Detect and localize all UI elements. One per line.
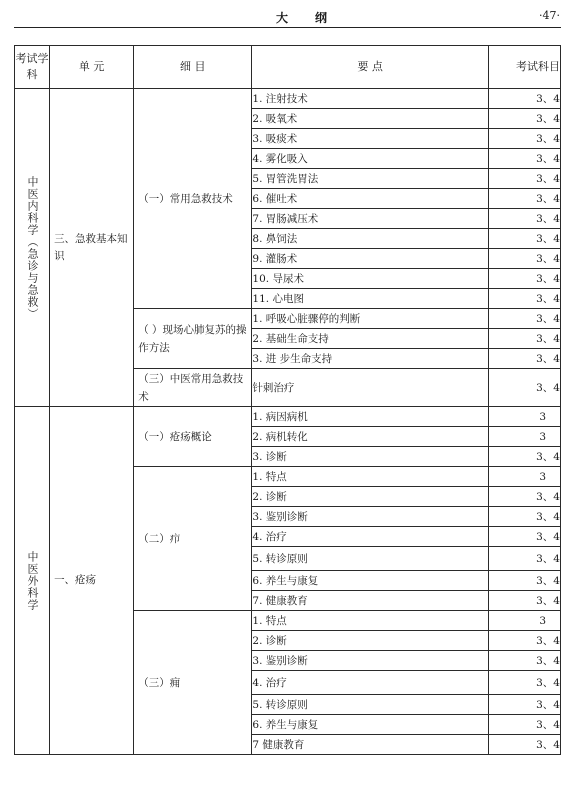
- point-text: 10. 导尿术: [252, 269, 488, 289]
- detail-cell: [134, 369, 252, 407]
- detail-cell: [134, 407, 252, 467]
- exam-level: 3、4: [488, 329, 560, 349]
- col-header-subject: 考试学科: [15, 46, 50, 89]
- detail-label: （二）疖: [138, 532, 181, 545]
- exam-level: 3、4: [488, 715, 560, 735]
- point-text: 5. 胃管洗胃法: [252, 169, 488, 189]
- point-text: 2. 诊断: [252, 631, 488, 651]
- point-text: 1. 注射技术: [252, 89, 488, 109]
- point-text: 11. 心电图: [252, 289, 488, 309]
- detail-cell: [134, 89, 252, 309]
- detail-label: （一）常用急救技术: [138, 192, 233, 205]
- exam-level: 3、4: [488, 209, 560, 229]
- col-header-unit: 单 元: [50, 46, 134, 89]
- exam-level: 3、4: [488, 487, 560, 507]
- exam-level: 3、4: [488, 249, 560, 269]
- exam-level: 3: [488, 611, 560, 631]
- point-text: 8. 鼻饲法: [252, 229, 488, 249]
- point-text: 3. 鉴别诊断: [252, 507, 488, 527]
- detail-cell: [134, 467, 252, 611]
- exam-level: 3、4: [488, 169, 560, 189]
- exam-level: 3、4: [488, 591, 560, 611]
- unit-cell: [50, 89, 134, 407]
- table-row: [15, 407, 561, 427]
- exam-level: 3、4: [488, 129, 560, 149]
- point-text: 6. 催吐术: [252, 189, 488, 209]
- exam-level: 3、4: [488, 109, 560, 129]
- subject-label: 中医内科学（急诊与急救）: [26, 175, 40, 320]
- point-text: 6. 养生与康复: [252, 571, 488, 591]
- syllabus-table: [14, 45, 561, 755]
- point-text: 7. 胃肠减压术: [252, 209, 488, 229]
- exam-level: 3、4: [488, 189, 560, 209]
- point-text: 3. 鉴别诊断: [252, 651, 488, 671]
- exam-level: 3: [488, 467, 560, 487]
- table-row: [15, 89, 561, 109]
- exam-level: 3、4: [488, 695, 560, 715]
- detail-label: （三）中医常用急救技术: [138, 372, 244, 403]
- unit-cell: [50, 407, 134, 755]
- exam-level: 3、4: [488, 269, 560, 289]
- exam-level: 3、4: [488, 571, 560, 591]
- point-text: 9. 灌肠术: [252, 249, 488, 269]
- point-text: 4. 治疗: [252, 671, 488, 695]
- exam-level: 3、4: [488, 229, 560, 249]
- exam-level: 3、4: [488, 527, 560, 547]
- exam-level: 3、4: [488, 631, 560, 651]
- exam-level: 3、4: [488, 447, 560, 467]
- page-header-title: 大纲: [276, 11, 355, 25]
- exam-level: 3、4: [488, 149, 560, 169]
- exam-level: 3: [488, 407, 560, 427]
- point-text: 7. 健康教育: [252, 591, 488, 611]
- exam-level: 3、4: [488, 651, 560, 671]
- exam-level: 3、4: [488, 89, 560, 109]
- point-text: 1. 病因病机: [252, 407, 488, 427]
- point-text: 5. 转诊原则: [252, 547, 488, 571]
- exam-level: 3、4: [488, 547, 560, 571]
- unit-label: 三、急救基本知识: [54, 232, 128, 262]
- point-text: 3. 诊断: [252, 447, 488, 467]
- point-text: 6. 养生与康复: [252, 715, 488, 735]
- point-text: 2. 基础生命支持: [252, 329, 488, 349]
- point-text: 1. 特点: [252, 467, 488, 487]
- point-text: 5. 转诊原则: [252, 695, 488, 715]
- exam-level: 3、4: [488, 309, 560, 329]
- unit-label: 一、疮疡: [54, 574, 97, 586]
- exam-level: 3、4: [488, 369, 560, 407]
- point-text: 2. 病机转化: [252, 427, 488, 447]
- subject-cell: [15, 407, 50, 755]
- point-text: 1. 特点: [252, 611, 488, 631]
- exam-level: 3、4: [488, 671, 560, 695]
- table-header-row: [15, 46, 561, 89]
- col-header-detail: 细 目: [134, 46, 252, 89]
- exam-level: 3、4: [488, 349, 560, 369]
- detail-label: （一）疮疡概论: [138, 430, 212, 443]
- subject-label: 中医外科学: [26, 550, 40, 611]
- exam-level: 3: [488, 427, 560, 447]
- point-text: 针刺治疗: [252, 369, 488, 407]
- detail-cell: [134, 309, 252, 369]
- exam-level: 3、4: [488, 507, 560, 527]
- point-text: 1. 呼吸心脏骤停的判断: [252, 309, 488, 329]
- col-header-points: 要 点: [252, 46, 488, 89]
- detail-label: （三）痈: [138, 676, 181, 689]
- col-header-level: 考试科目: [488, 46, 560, 89]
- table-body: [15, 89, 561, 755]
- point-text: 3. 吸痰术: [252, 129, 488, 149]
- exam-level: 3、4: [488, 289, 560, 309]
- point-text: 2. 吸氧术: [252, 109, 488, 129]
- running-header: [14, 0, 561, 28]
- point-text: 4. 雾化吸入: [252, 149, 488, 169]
- point-text: 4. 治疗: [252, 527, 488, 547]
- point-text: 3. 进 步生命支持: [252, 349, 488, 369]
- detail-label: （ ）现场心肺复苏的操作方法: [138, 323, 247, 354]
- point-text: 2. 诊断: [252, 487, 488, 507]
- subject-cell: [15, 89, 50, 407]
- detail-cell: [134, 611, 252, 755]
- page-number: ·47·: [539, 9, 560, 22]
- point-text: 7 健康教育: [252, 735, 488, 755]
- exam-level: 3、4: [488, 735, 560, 755]
